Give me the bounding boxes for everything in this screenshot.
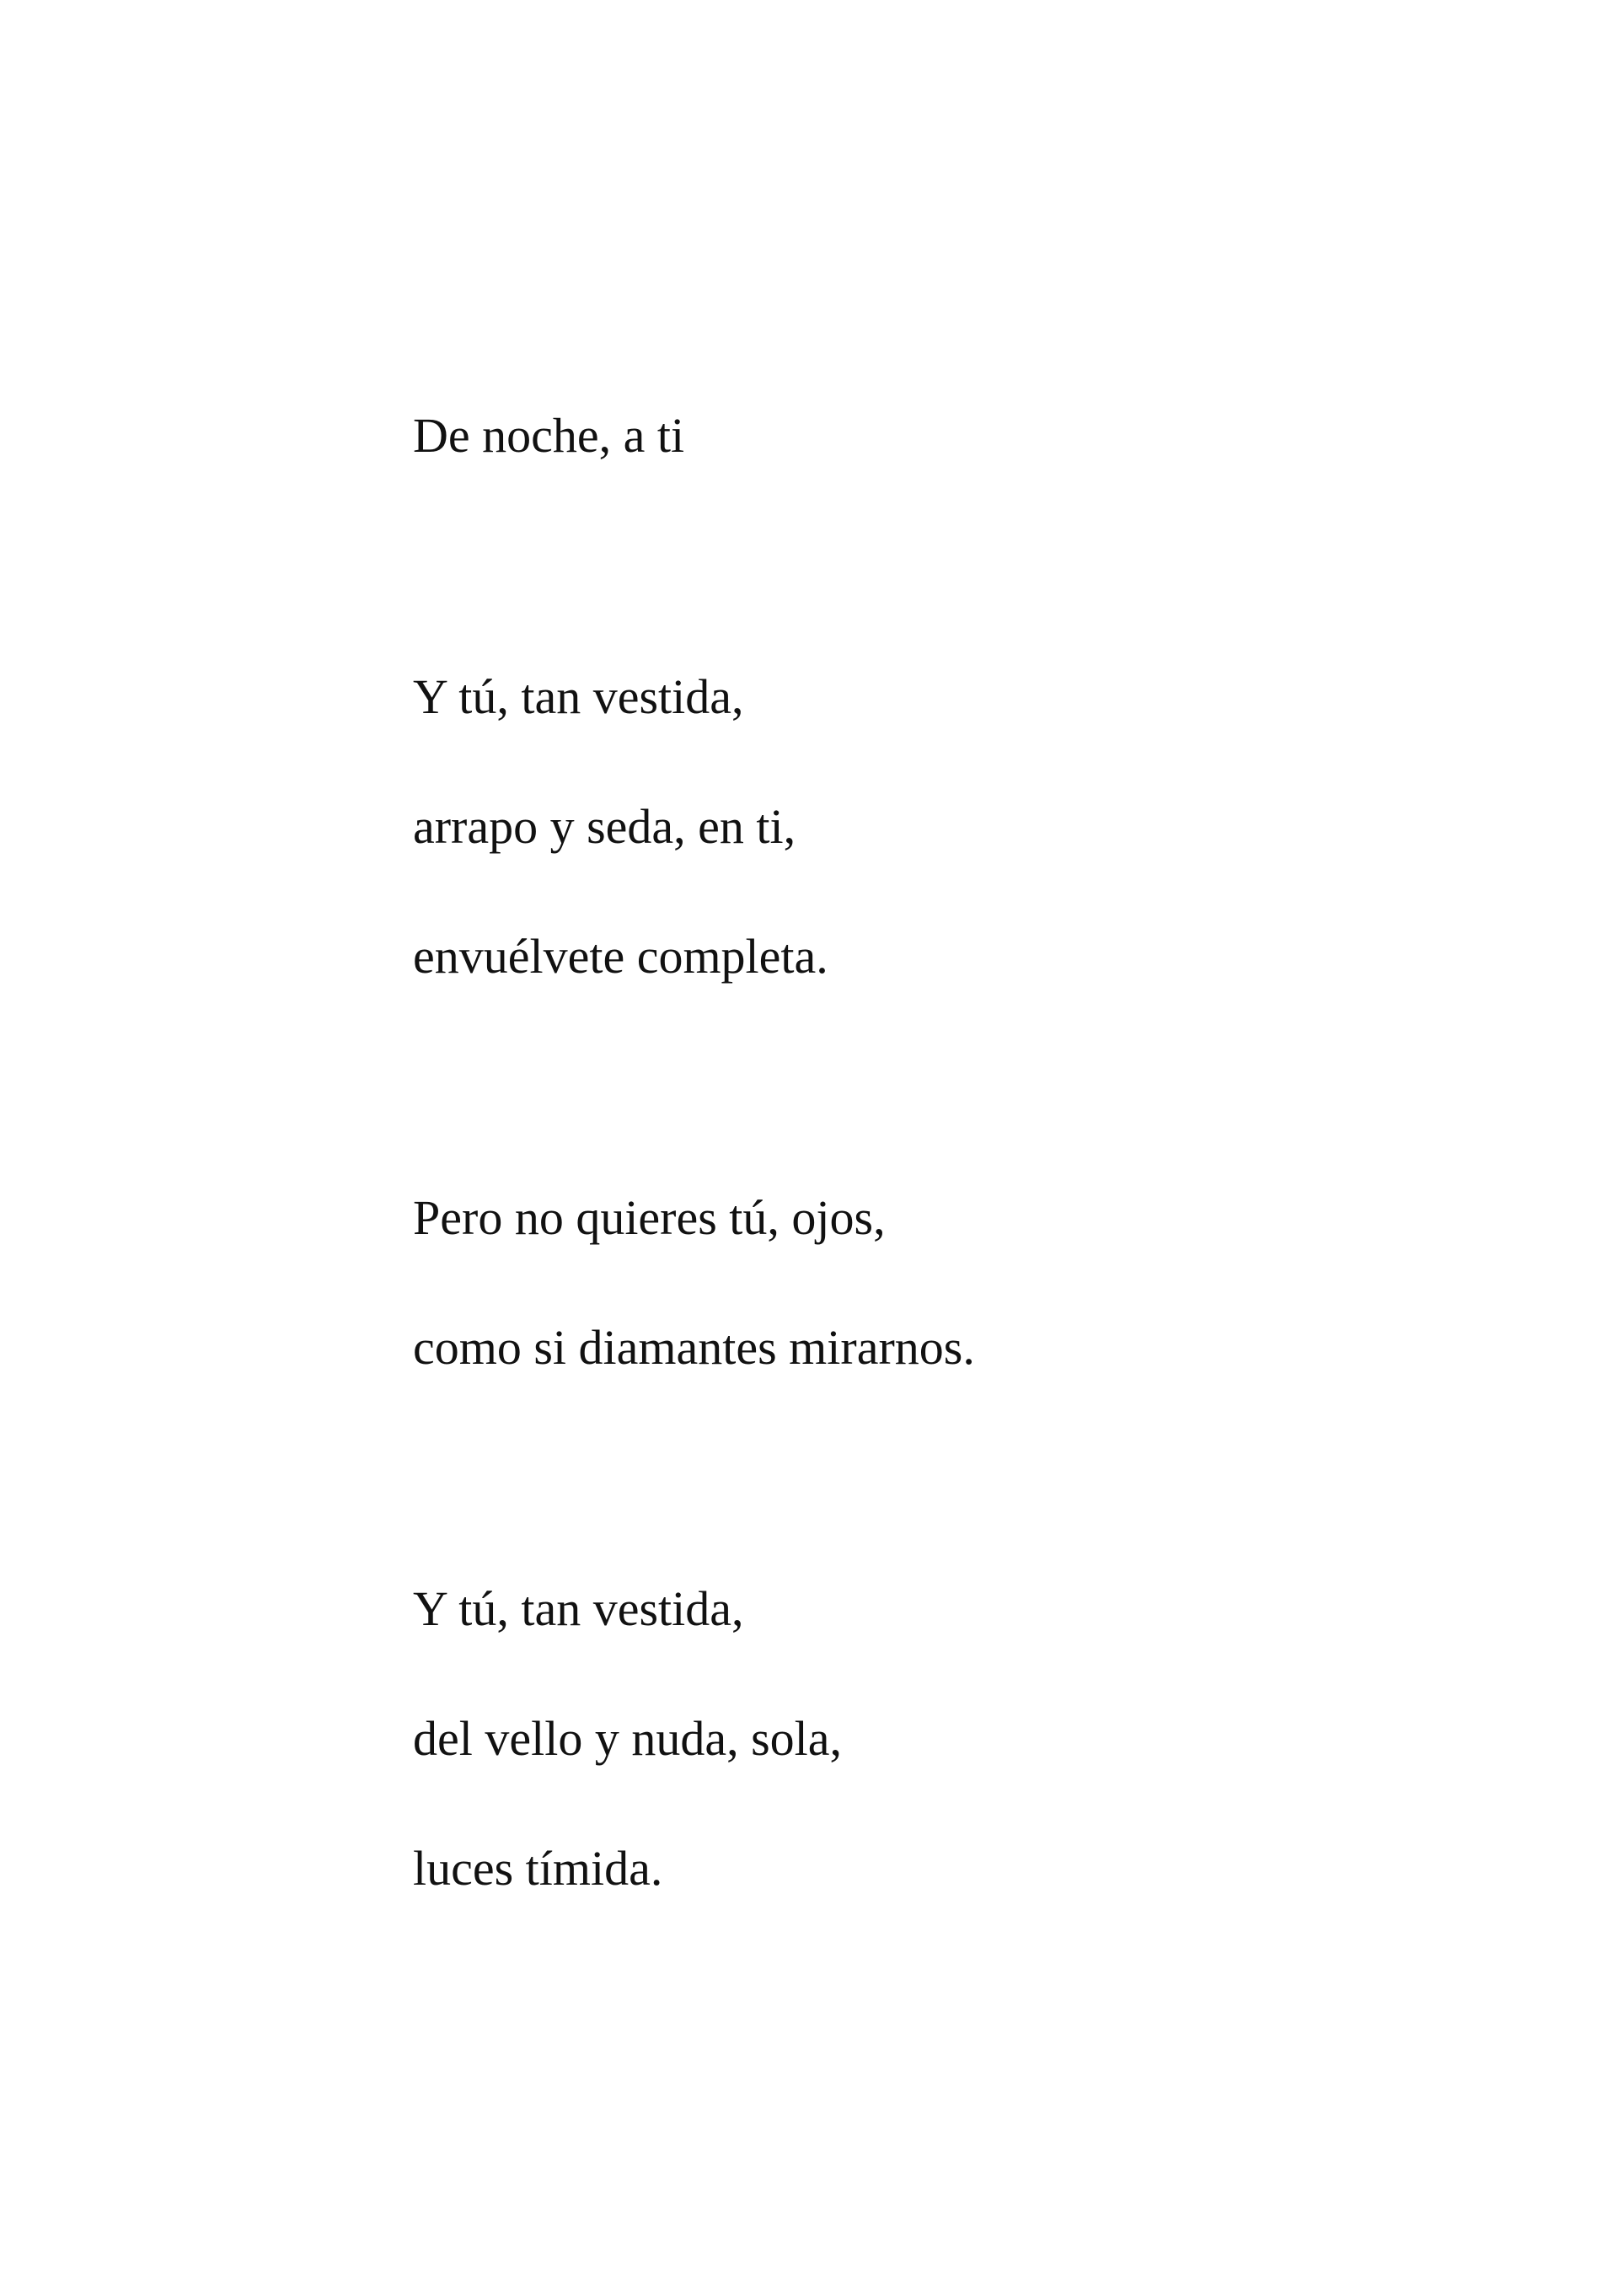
poem-line: del vello y nuda, sola, — [413, 1711, 843, 1766]
poem-line: como si diamantes mirarnos. — [413, 1320, 975, 1375]
poem-line: luces tímida. — [413, 1841, 663, 1896]
poem-line: Pero no quieres tú, ojos, — [413, 1190, 886, 1245]
poem-line: envuélvete completa. — [413, 929, 828, 984]
poem-title: De noche, a ti — [413, 408, 685, 463]
poem-line: Y tú, tan vestida, — [413, 1581, 744, 1636]
poem-line: arrapo y seda, en ti, — [413, 799, 796, 854]
poem-line: Y tú, tan vestida, — [413, 669, 744, 724]
